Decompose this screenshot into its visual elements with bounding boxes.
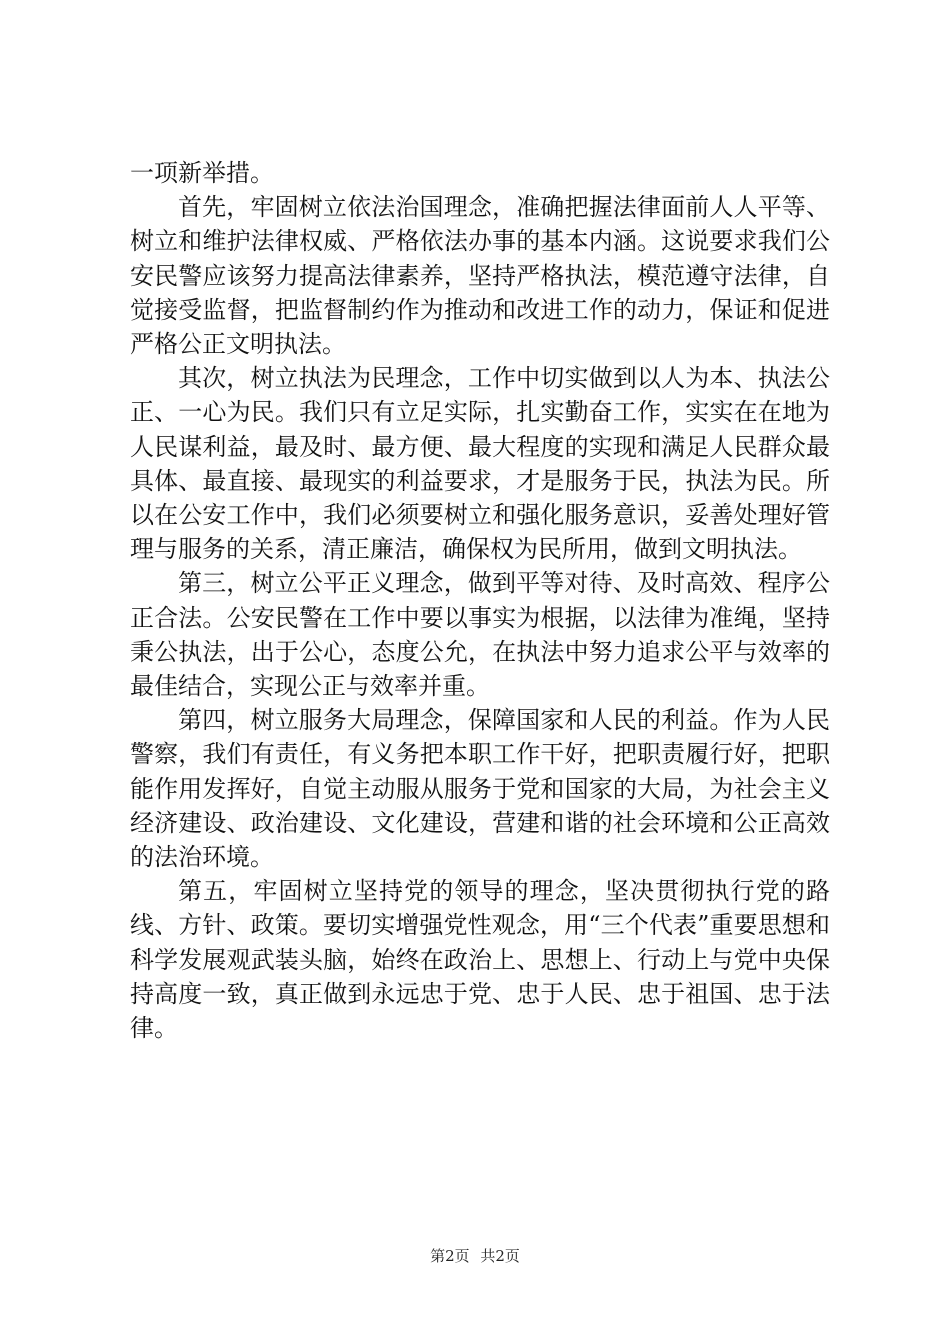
page-total: 共2页 <box>480 1247 520 1265</box>
page-number: 第2页 <box>430 1247 470 1265</box>
paragraph-third-point: 第三，树立公平正义理念，做到平等对待、及时高效、程序公正合法。公安民警在工作中要以事实为根据，以法律为准绳，坚持秉公执法，出于公心，态度公允，在执法中努力追求公平与效率的最佳结合，实现公正与效率并重。 <box>130 569 830 701</box>
paragraph-second-point: 其次，树立执法为民理念，工作中切实做到以人为本、执法公正、一心为民。我们只有立足实际，扎实勤奋工作，实实在在地为人民谋利益，最及时、最方便、最大程度的实现和满足人民群众最具体、最直接、最现实的利益要求，才是服务于民，执法为民。所以在公安工作中，我们必须要树立和强化服务意识，妥善处理好管理与服务的关系，清正廉洁，确保权为民所用，做到文明执法。 <box>130 364 830 564</box>
paragraph-fourth-point: 第四，树立服务大局理念，保障国家和人民的利益。作为人民警察，我们有责任，有义务把本职工作干好，把职责履行好，把职能作用发挥好，自觉主动服从服务于党和国家的大局，为社会主义经济建设、政治建设、文化建设，营建和谐的社会环境和公正高效的法治环境。 <box>130 706 830 872</box>
paragraph-continuation: 一项新举措。 <box>130 159 274 187</box>
paragraph-fifth-point: 第五，牢固树立坚持党的领导的理念，坚决贯彻执行党的路线、方针、政策。要切实增强党性观念，用“三个代表”重要思想和科学发展观武装头脑，始终在政治上、思想上、行动上与党中央保持高度一致，真正做到永远忠于党、忠于人民、忠于祖国、忠于法律。 <box>130 877 830 1043</box>
document-body <box>130 156 830 1045</box>
paragraph-first-point: 首先，牢固树立依法治国理念，准确把握法律面前人人平等、树立和维护法律权威、严格依法办事的基本内涵。这说要求我们公安民警应该努力提高法律素养，坚持严格执法，模范遵守法律，自觉接受监督，把监督制约作为推动和改进工作的动力，保证和促进严格公正文明执法。 <box>130 193 830 359</box>
page-footer <box>0 1245 950 1266</box>
